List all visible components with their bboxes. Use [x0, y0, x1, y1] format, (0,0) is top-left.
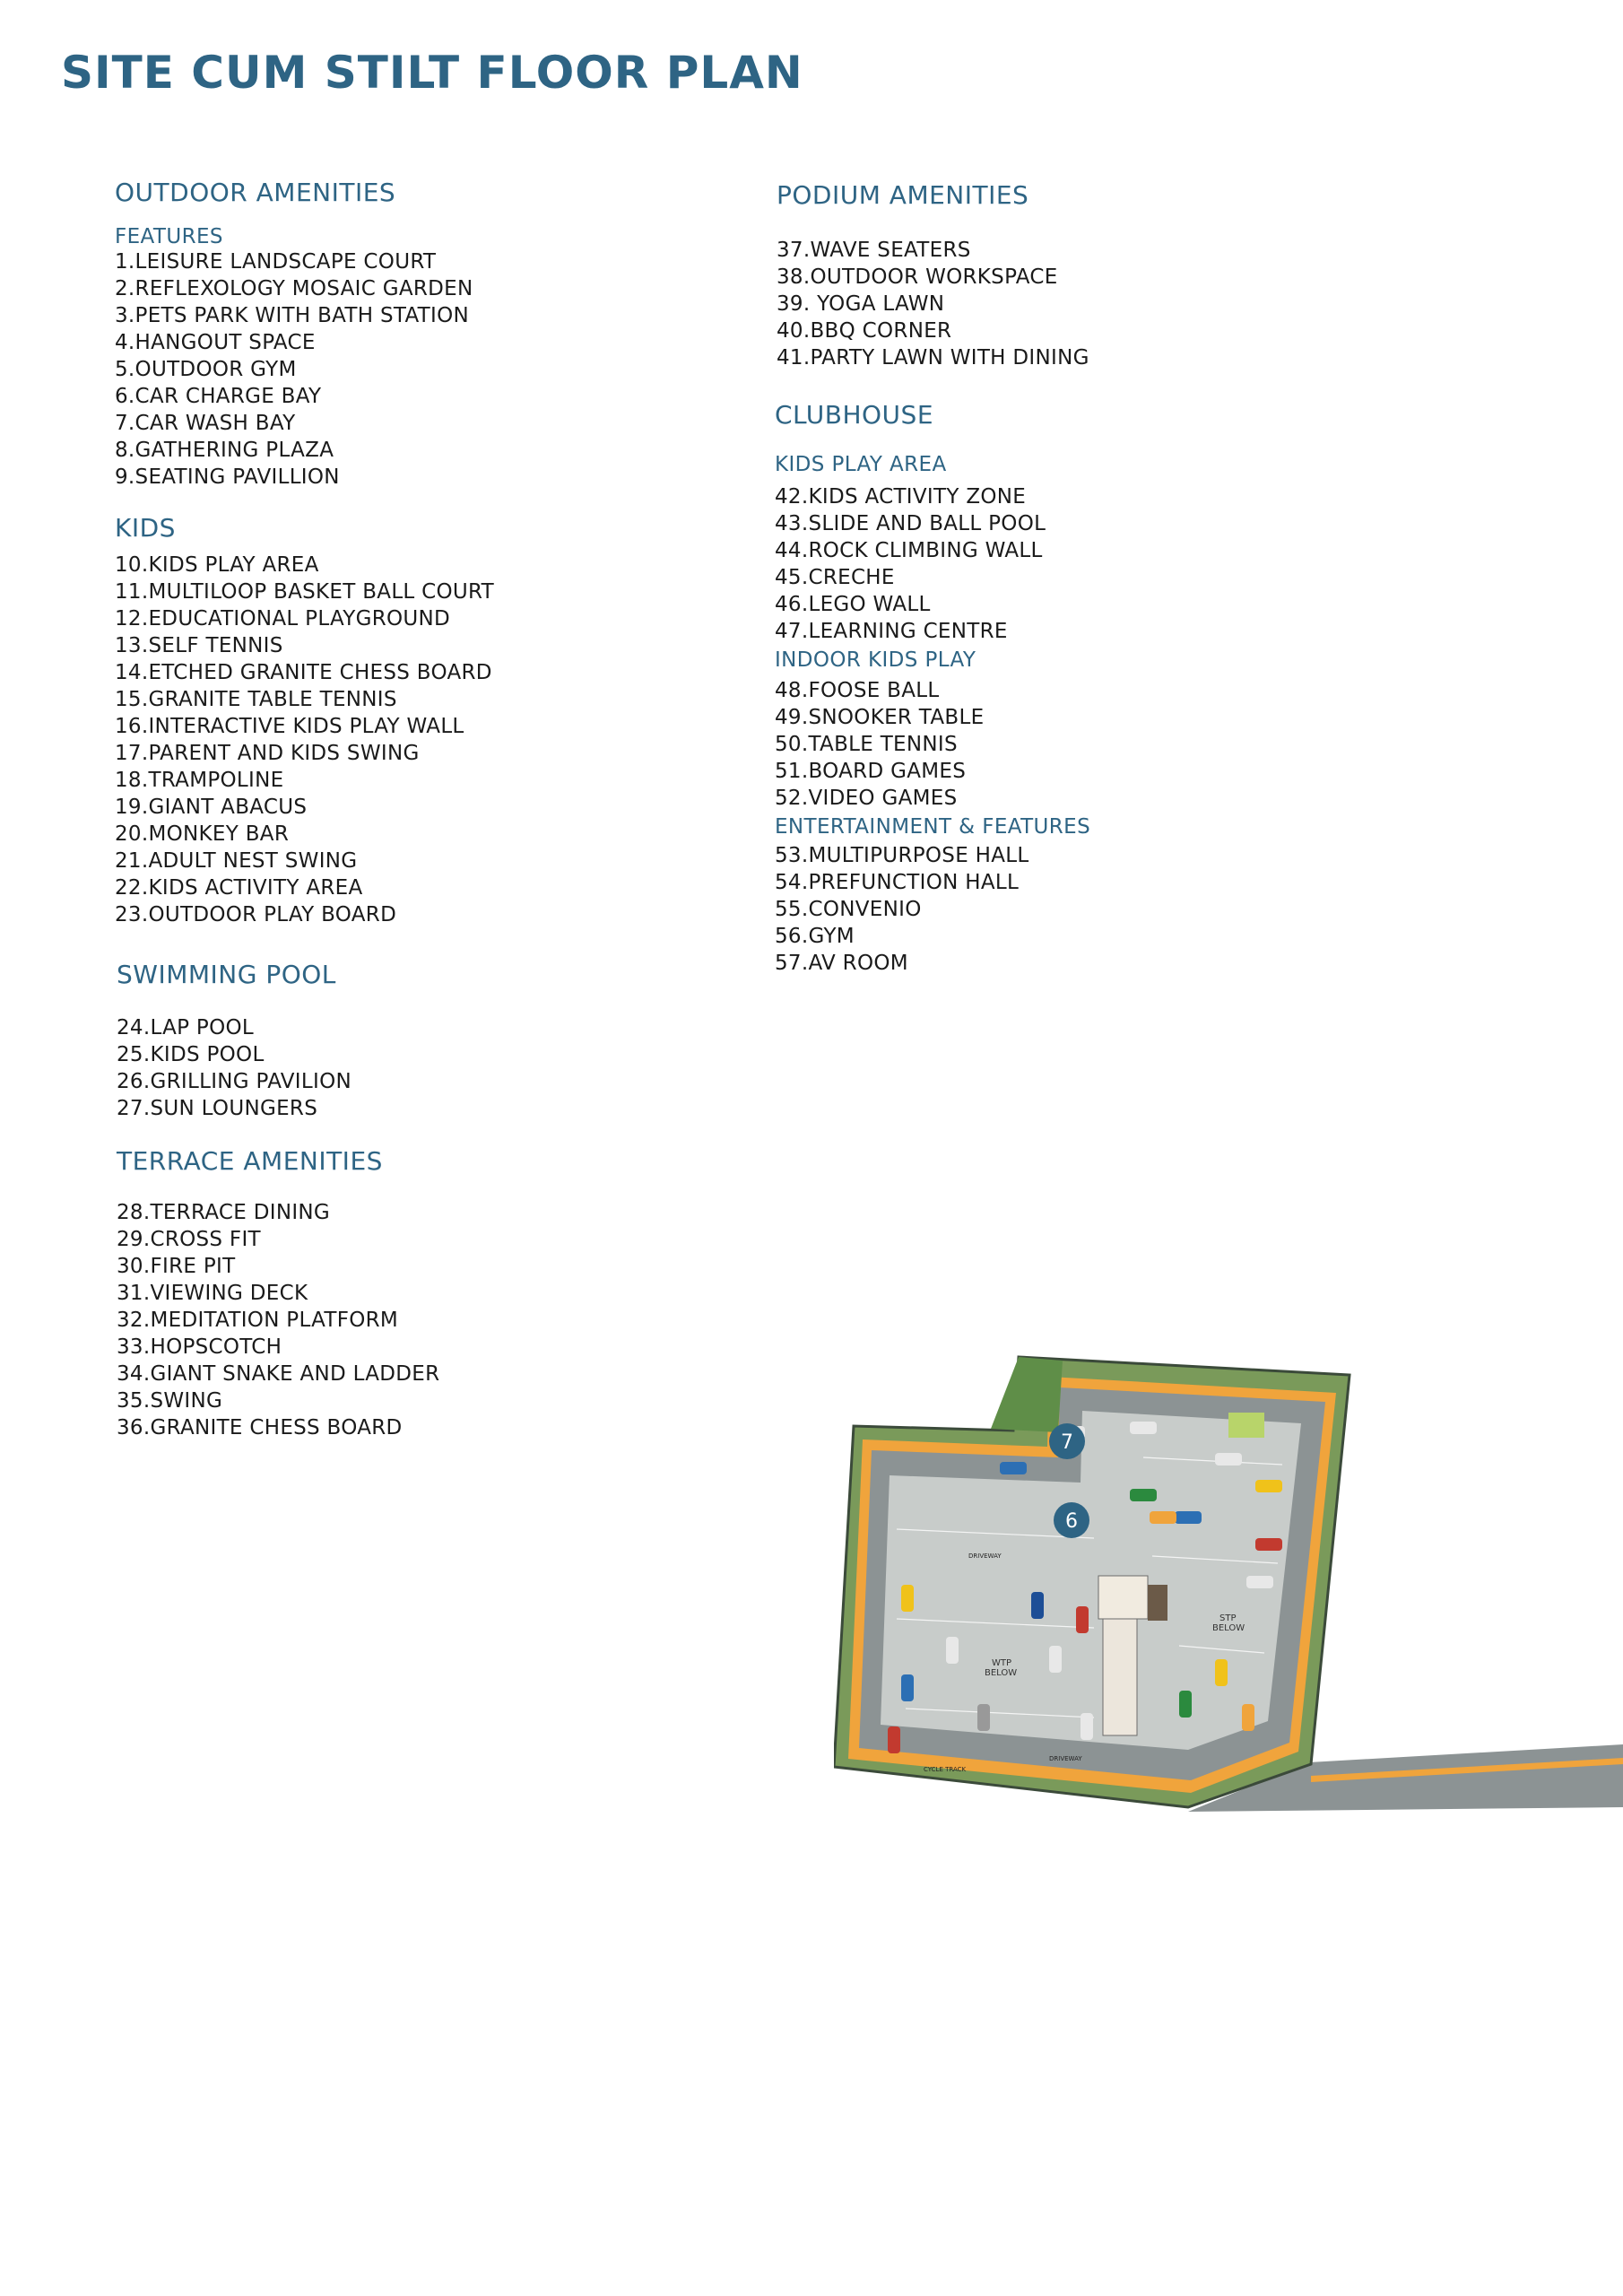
- outdoor-amenities-heading: OUTDOOR AMENITIES: [115, 178, 396, 207]
- amenity-item: 13.SELF TENNIS: [115, 634, 283, 657]
- driveway-label: DRIVEWAY: [968, 1552, 1002, 1560]
- amenity-item: 15.GRANITE TABLE TENNIS: [115, 688, 397, 711]
- amenity-item: 9.SEATING PAVILLION: [115, 465, 340, 489]
- amenity-item: 53.MULTIPURPOSE HALL: [775, 844, 1029, 867]
- amenity-item: 6.CAR CHARGE BAY: [115, 385, 322, 408]
- amenity-item: 40.BBQ CORNER: [777, 319, 952, 343]
- amenity-item: 29.CROSS FIT: [117, 1228, 261, 1251]
- outdoor-amenities-section: [115, 178, 473, 491]
- cycle-track-label: CYCLE TRACK: [924, 1766, 967, 1773]
- amenity-item: 5.OUTDOOR GYM: [115, 358, 297, 381]
- amenity-item: 12.EDUCATIONAL PLAYGROUND: [115, 607, 451, 631]
- amenity-item: 51.BOARD GAMES: [775, 760, 967, 783]
- amenity-item: 7.CAR WASH BAY: [115, 412, 296, 435]
- page-title: SITE CUM STILT FLOOR PLAN: [61, 47, 803, 99]
- amenity-item: 22.KIDS ACTIVITY AREA: [115, 876, 363, 900]
- amenity-item: 32.MEDITATION PLATFORM: [117, 1309, 399, 1332]
- wtp-below-label: BELOW: [985, 1668, 1018, 1678]
- amenity-item: 25.KIDS POOL: [117, 1043, 265, 1066]
- amenity-item: 23.OUTDOOR PLAY BOARD: [115, 903, 397, 926]
- amenity-item: 44.ROCK CLIMBING WALL: [775, 539, 1043, 562]
- amenity-item: 54.PREFUNCTION HALL: [775, 871, 1020, 894]
- amenity-item: 17.PARENT AND KIDS SWING: [115, 742, 420, 765]
- amenity-item: 1.LEISURE LANDSCAPE COURT: [115, 250, 437, 274]
- amenity-item: 21.ADULT NEST SWING: [115, 849, 358, 873]
- amenity-item: 36.GRANITE CHESS BOARD: [117, 1416, 403, 1439]
- amenity-item: 30.FIRE PIT: [117, 1255, 236, 1278]
- amenity-item: 27.SUN LOUNGERS: [117, 1097, 318, 1120]
- amenity-item: 31.VIEWING DECK: [117, 1282, 308, 1305]
- entertainment-list: [775, 842, 1090, 977]
- clubhouse-section: [775, 400, 1090, 977]
- features-subheading: FEATURES: [115, 225, 223, 248]
- site-plan-diagram: [834, 1350, 1623, 1834]
- amenity-item: 19.GIANT ABACUS: [115, 796, 308, 819]
- amenity-item: 49.SNOOKER TABLE: [775, 706, 985, 729]
- outdoor-features-list: [115, 248, 473, 491]
- swimming-pool-heading: SWIMMING POOL: [117, 960, 336, 989]
- wtp-label: WTP: [992, 1658, 1012, 1668]
- podium-amenities-list: [777, 237, 1089, 371]
- amenity-item: 26.GRILLING PAVILION: [117, 1070, 352, 1093]
- amenity-item: 33.HOPSCOTCH: [117, 1335, 282, 1359]
- amenity-item: 42.KIDS ACTIVITY ZONE: [775, 485, 1027, 509]
- amenity-item: 11.MULTILOOP BASKET BALL COURT: [115, 580, 495, 604]
- amenity-item: 4.HANGOUT SPACE: [115, 331, 316, 354]
- amenity-item: 41.PARTY LAWN WITH DINING: [777, 346, 1089, 370]
- amenity-item: 37.WAVE SEATERS: [777, 239, 971, 262]
- marker-6-label: 6: [1065, 1510, 1078, 1533]
- amenity-item: 56.GYM: [775, 925, 855, 948]
- amenity-item: 2.REFLEXOLOGY MOSAIC GARDEN: [115, 277, 473, 300]
- amenity-item: 8.GATHERING PLAZA: [115, 439, 334, 462]
- core-block-shaft: [1148, 1585, 1167, 1621]
- amenity-item: 52.VIDEO GAMES: [775, 787, 958, 810]
- amenity-item: 14.ETCHED GRANITE CHESS BOARD: [115, 661, 492, 684]
- clubhouse-heading: CLUBHOUSE: [775, 400, 934, 430]
- kids-play-area-subheading: KIDS PLAY AREA: [775, 453, 947, 476]
- amenity-item: 34.GIANT SNAKE AND LADDER: [117, 1362, 440, 1386]
- terrace-amenities-heading: TERRACE AMENITIES: [117, 1146, 383, 1176]
- terrace-amenities-section: [117, 1146, 439, 1441]
- clubhouse-kids-play-list: [775, 483, 1090, 645]
- amenity-item: 48.FOOSE BALL: [775, 679, 940, 702]
- amenity-item: 46.LEGO WALL: [775, 593, 931, 616]
- amenity-item: 3.PETS PARK WITH BATH STATION: [115, 304, 470, 327]
- driveway-label-bottom: DRIVEWAY: [1049, 1755, 1082, 1762]
- landscape-garden: [991, 1357, 1063, 1432]
- podium-amenities-heading: PODIUM AMENITIES: [777, 180, 1029, 210]
- amenity-item: 57.AV ROOM: [775, 952, 908, 975]
- kids-heading: KIDS: [115, 513, 176, 543]
- podium-amenities-section: [777, 180, 1089, 371]
- swimming-pool-section: [117, 960, 352, 1122]
- marker-7-label: 7: [1061, 1431, 1073, 1454]
- amenity-item: 24.LAP POOL: [117, 1016, 255, 1039]
- amenity-item: 55.CONVENIO: [775, 898, 922, 921]
- core-block-stairs: [1103, 1619, 1137, 1735]
- terrace-amenities-list: [117, 1199, 439, 1441]
- amenity-item: 39. YOGA LAWN: [777, 292, 945, 316]
- stp-below-label: BELOW: [1212, 1623, 1245, 1633]
- amenity-item: 45.CRECHE: [775, 566, 895, 589]
- amenity-item: 38.OUTDOOR WORKSPACE: [777, 265, 1058, 289]
- kids-list: [115, 552, 494, 928]
- amenity-item: 28.TERRACE DINING: [117, 1201, 331, 1224]
- amenity-item: 43.SLIDE AND BALL POOL: [775, 512, 1046, 535]
- amenity-item: 16.INTERACTIVE KIDS PLAY WALL: [115, 715, 464, 738]
- core-block-upper: [1098, 1576, 1148, 1619]
- amenity-item: 18.TRAMPOLINE: [115, 769, 284, 792]
- play-area-patch: [1228, 1413, 1264, 1438]
- stp-label: STP: [1219, 1613, 1237, 1623]
- amenity-item: 10.KIDS PLAY AREA: [115, 553, 319, 577]
- amenity-item: 35.SWING: [117, 1389, 223, 1413]
- swimming-pool-list: [117, 1014, 352, 1122]
- amenity-item: 47.LEARNING CENTRE: [775, 620, 1008, 643]
- kids-section: [115, 513, 494, 928]
- indoor-kids-play-subheading: INDOOR KIDS PLAY: [775, 648, 976, 672]
- entertainment-subheading: ENTERTAINMENT & FEATURES: [775, 815, 1091, 839]
- indoor-kids-play-list: [775, 677, 1090, 812]
- amenity-item: 50.TABLE TENNIS: [775, 733, 958, 756]
- amenity-item: 20.MONKEY BAR: [115, 822, 290, 846]
